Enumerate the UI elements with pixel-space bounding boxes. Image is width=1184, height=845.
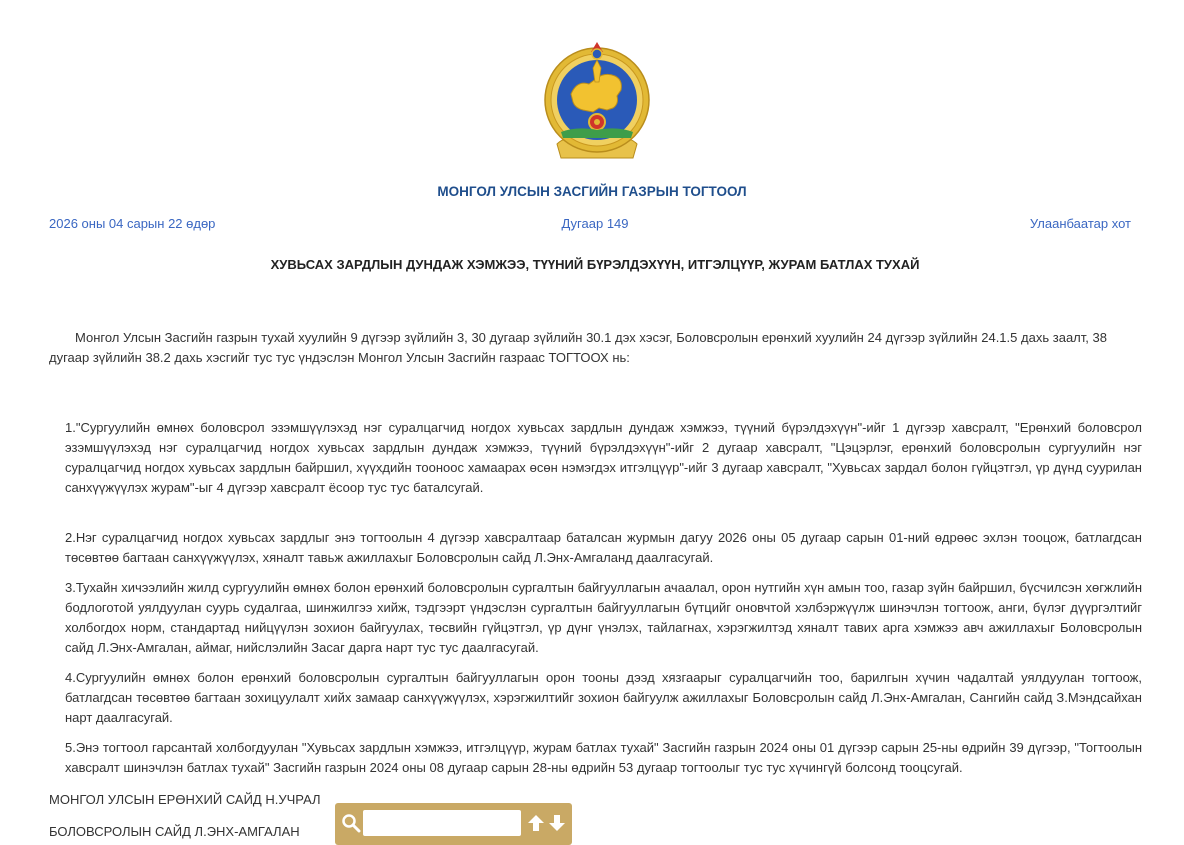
- arrow-down-icon[interactable]: [547, 813, 567, 833]
- resolution-item-2: 2.Нэг суралцагчид ногдох хувьсах зардлыг энэ тогтоолын 4 дүгээр хавсралтаар баталсан журмын дагуу 2026 оны 05 дугаар сарын 01-ний өдрөөс эхлэн тооцож, батлагдсан төсөвтөө багтаан санхүүжүүлэх, хяналт тавьж ажиллахыг Боловсролын сайд Л.Энх-Амгаланд даалгасугай.: [65, 530, 1142, 565]
- search-toolbar: [335, 803, 572, 845]
- document-title: ХУВЬСАХ ЗАРДЛЫН ДУНДАЖ ХЭМЖЭЭ, ТҮҮНИЙ БҮРЭЛДЭХҮҮН, ИТГЭЛЦҮҮР, ЖУРАМ БАТЛАХ ТУХАЙ: [270, 257, 920, 272]
- resolution-item-5: 5.Энэ тогтоол гарсантай холбогдуулан "Хувьсах зардлын хэмжээ, итгэлцүүр, журам батлах тухай" Засгийн газрын 2024 оны 01 дүгээр сарын 25-ны өдрийн 39 дүгээр, "Тогтоолын хавсралт шинэчлэн батлах тухай" Засгийн газрын 2024 оны 08 дугаар сарын 28-ны өдрийн 53 дугаар тогтоолыг тус тус хүчингүй болсонд тооцсугай.: [65, 740, 1142, 775]
- document-place: Улаанбаатар хот: [1029, 216, 1131, 231]
- signature-prime-minister: МОНГОЛ УЛСЫН ЕРӨНХИЙ САЙД Н.УЧРАЛ: [49, 792, 321, 807]
- arrow-up-icon[interactable]: [526, 813, 546, 833]
- resolution-item-1: 1."Сургуулийн өмнөх боловсрол эзэмшүүлэхэд нэг суралцагчид ногдох хувьсах зардлын дундаж хэмжээ, түүний бүрэлдэхүүн"-ийг 1 дүгээр хавсралт, "Ерөнхий боловсрол эзэмшүүлэхэд нэг суралцагчид ногдох хувьсах зардлын дундаж хэмжээ, түүний бүрэлдэхүүн"-ийг 2 дугаар хавсралт, "Цэцэрлэг, ерөнхий боловсролын сургуулийн нэг суралцагчид ногдох хувьсах зардлын байршил, хүүхдийн тооноос хамаарах өсөн нэмэгдэх итгэлцүүр"-ийг 3 дугаар хавсралт, "Хувьсах зардал болон гүйцэтгэл, үр дүнд суурилан санхүүжүүлэх журам"-ыг 4 дүгээр хавсралт ёсоор тус тус баталсугай.: [65, 420, 1142, 495]
- document-preamble: Монгол Улсын Засгийн газрын тухай хуулийн 9 дүгээр зүйлийн 3, 30 дугаар зүйлийн 30.1 дэх хэсэг, Боловсролын ерөнхий хуулийн 24 дүгээр зүйлийн 24.1.5 дахь заалт, 38 дугаар зүйлийн 38.2 дахь хэсгийг тус тус үндэслэн Монгол Улсын Засгийн газраас ТОГТООХ нь:: [49, 330, 1107, 365]
- document-type-heading: МОНГОЛ УЛСЫН ЗАСГИЙН ГАЗРЫН ТОГТООЛ: [437, 184, 747, 199]
- state-emblem-icon: [537, 38, 657, 162]
- resolution-item-4: 4.Сургуулийн өмнөх болон ерөнхий боловсролын сургалтын байгууллагын орон тооны дээд хязгаарыг суралцагчийн тоо, барилгын хүчин чадалтай уялдуулан тогтоож, батлагдсан төсөвтөө багтаан зохицуулалт хийх замаар санхүүжүүлэх, хэрэгжилтийг зохион байгуулж ажиллахыг Боловсролын сайд Л.Энх-Амгалан, Сангийн сайд З.Мэндсайхан нарт даалгасугай.: [65, 670, 1142, 725]
- document-number: Дугаар 149: [561, 216, 629, 231]
- search-icon[interactable]: [341, 813, 361, 833]
- resolution-item-3: 3.Тухайн хичээлийн жилд сургуулийн өмнөх болон ерөнхий боловсролын сургалтын байгууллагын ачаалал, орон нутгийн хүн амын тоо, газар зүйн байршил, бүсчилсэн хөгжлийн бодлоготой уялдуулан суурь судалгаа, шинжилгээ хийж, тэдгээрт үндэслэн сургалтын байгууллагын бүтцийг оновчтой хэлбэржүүлж шинэчлэн тогтоож, анги, бүлэг дүүргэлтийг холбогдох норм, стандартад нийцүүлэн зохион байгуулах, төсвийн гүйцэтгэл, үр дүнг үнэлэх, тайлагнах, хэрэгжилтэд хяналт тавих арга хэмжээ авч ажиллахыг Боловсролын сайд Л.Энх-Амгалан, аймаг, нийслэлийн Засаг дарга нарт тус тус даалгасугай.: [65, 580, 1142, 655]
- document-meta-row: [49, 216, 1131, 234]
- document-date: 2026 оны 04 сарын 22 өдөр: [49, 216, 216, 231]
- signature-education-minister: БОЛОВСРОЛЫН САЙД Л.ЭНХ-АМГАЛАН: [49, 824, 300, 839]
- search-input[interactable]: [363, 810, 521, 836]
